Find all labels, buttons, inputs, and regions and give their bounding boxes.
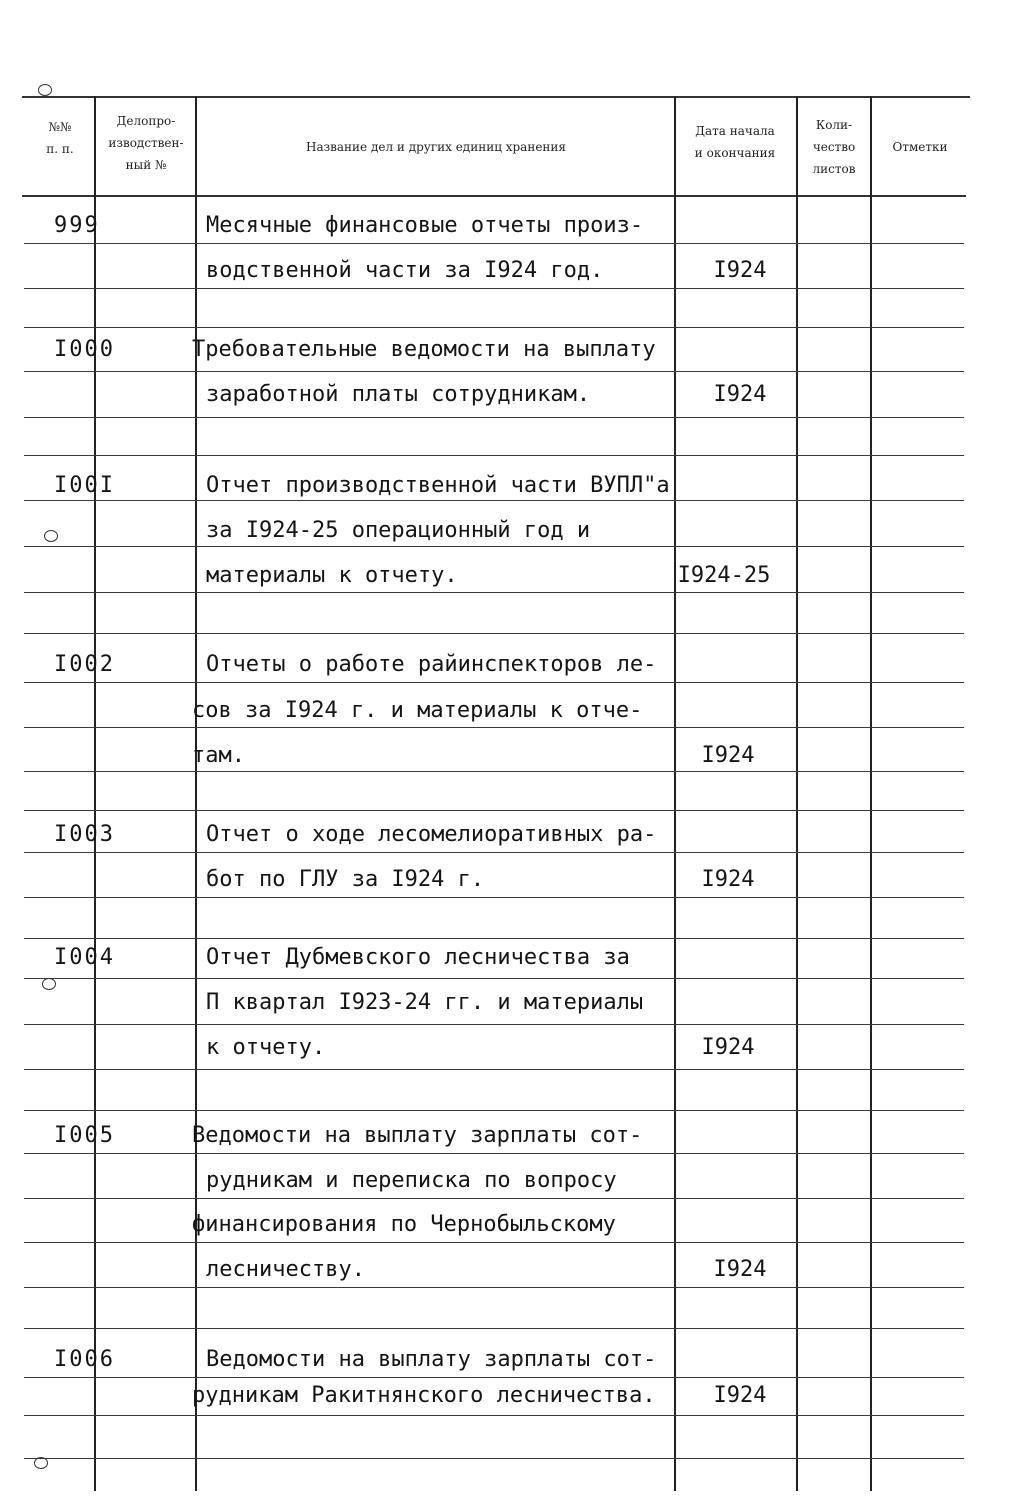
entry-date: I924 [701,867,755,892]
header-line: Делопро- [116,114,176,128]
ruled-line [24,682,964,683]
entry-title-line: Требовательные ведомости на выплату [192,337,656,362]
column-rule [195,96,197,1491]
ruled-line [24,978,964,979]
entry-title-line: П квартал I923-24 гг. и материалы [206,990,644,1015]
ruled-line [24,1377,964,1378]
entry-title-line: за I924-25 операционный год и [206,518,591,543]
entry-title-line: бот по ГЛУ за I924 г. [206,867,485,892]
ruled-line [24,500,964,501]
ruled-line [24,633,964,634]
punch-hole-icon [42,978,56,990]
ruled-line [24,592,964,593]
entry-date: I924 [713,258,767,283]
ruled-line [24,243,964,244]
punch-hole-icon [34,1457,48,1469]
header-line: чество [812,140,856,154]
ruled-line [24,1153,964,1154]
ruled-line [24,1069,964,1070]
entry-date: I924 [701,1035,755,1060]
header-line: п. п. [46,142,74,156]
header-bottom-rule [22,195,966,197]
entry-title-line: рудникам и переписка по вопросу [206,1168,617,1193]
punch-hole-icon [44,530,58,542]
header-line: листов [812,162,856,176]
header-col-sheets [798,114,870,180]
entry-number: I000 [54,337,115,362]
ruled-line [24,288,964,289]
header-line: ный № [125,158,167,172]
entry-title-line: Отчет Дубмевского лесничества за [206,945,630,970]
entry-title-line: Ведомости на выплату зарплаты сот- [206,1347,657,1372]
ruled-line [24,771,964,772]
header-col-dates [676,120,794,164]
header-line: изводствен- [108,136,184,150]
ruled-line [24,546,964,547]
entry-title-line: финансирования по Чернобыльскому [192,1212,616,1237]
entry-number: I003 [54,822,115,847]
entry-title-line: рудникам Ракитнянского лесничества. [192,1383,656,1408]
ruled-line [24,371,964,372]
entry-title-line: Ведомости на выплату зарплаты сот- [192,1123,643,1148]
entry-title-line: Отчет производственной части ВУПЛ"а [206,473,670,498]
entry-number: I002 [54,652,115,677]
entry-date: I924 [713,1257,767,1282]
entry-title-line: сов за I924 г. и материалы к отче- [192,698,643,723]
entry-date: I924-25 [677,563,771,588]
column-rule [674,96,676,1491]
entry-title-line: Отчет о ходе лесомелиоративных ра- [206,822,657,847]
entry-number: I005 [54,1123,115,1148]
header-line: Дата начала [695,124,775,138]
header-col-notes [874,136,966,158]
ruled-line [24,897,964,898]
entry-title-line: лесничеству. [206,1257,365,1282]
header-col-number [28,116,92,160]
entry-title-line: материалы к отчету. [206,563,458,588]
ruled-line [24,727,964,728]
ruled-line [24,455,964,456]
ruled-line [24,1024,964,1025]
ruled-line [24,1458,964,1459]
ruled-line [24,1415,964,1416]
column-rule [94,96,96,1491]
header-col-office-number [96,110,196,176]
ruled-line [24,417,964,418]
entry-date: I924 [713,382,767,407]
entry-date: I924 [701,743,755,768]
ruled-line [24,1198,964,1199]
ruled-line [24,1328,964,1329]
header-line: Отметки [892,140,948,154]
entry-title-line: Месячные финансовые отчеты произ- [206,213,644,238]
column-rule [870,96,872,1491]
ruled-line [24,1110,964,1111]
header-line: Коли- [815,118,853,132]
entry-number: I006 [54,1347,115,1372]
entry-number: I004 [54,945,115,970]
ruled-line [24,1287,964,1288]
entry-number: I00I [54,473,115,498]
header-col-title [200,136,672,158]
entry-number: 999 [54,213,100,238]
header-top-rule [22,96,970,98]
ruled-line [24,327,964,328]
ruled-line [24,1242,964,1243]
header-line: и окончания [694,146,776,160]
entry-title-line: там. [192,743,245,768]
ruled-line [24,938,964,939]
entry-date: I924 [713,1383,767,1408]
entry-title-line: Отчеты о работе райинспекторов ле- [206,652,657,677]
header-line: Название дел и других единиц хранения [305,140,566,154]
ruled-line [24,852,964,853]
entry-title-line: водственной части за I924 год. [206,258,604,283]
punch-hole-icon [38,84,52,96]
header-line: №№ [48,120,72,134]
entry-title-line: к отчету. [206,1035,326,1060]
ruled-line [24,810,964,811]
entry-title-line: заработной платы сотрудникам. [206,382,591,407]
